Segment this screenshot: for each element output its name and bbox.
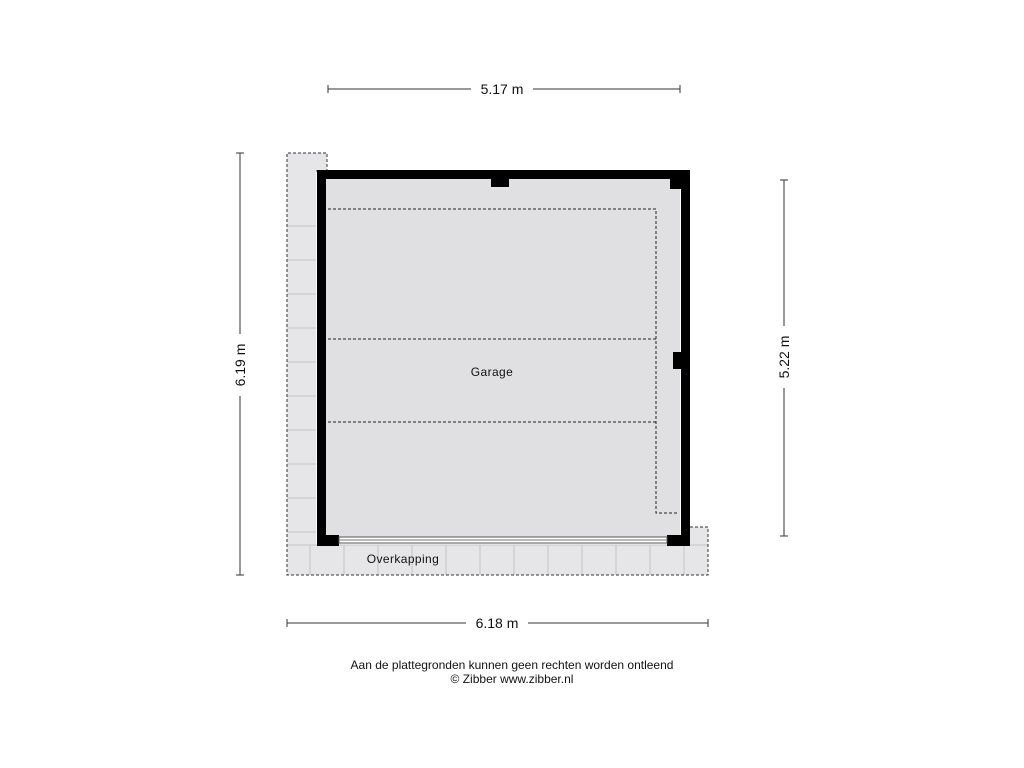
footer-disclaimer: Aan de plattegronden kunnen geen rechten worden ontleend bbox=[350, 658, 674, 672]
room-label-overkapping: Overkapping bbox=[366, 552, 440, 566]
dimension-left-label: 6.19 m bbox=[232, 343, 248, 387]
dimension-right-label: 5.22 m bbox=[776, 335, 792, 379]
dimension-top-label: 5.17 m bbox=[480, 81, 524, 97]
garage-door bbox=[339, 537, 667, 543]
dimension-bottom-label: 6.18 m bbox=[475, 615, 519, 631]
footer-copyright: © Zibber www.zibber.nl bbox=[450, 672, 574, 686]
footer bbox=[0, 658, 1024, 686]
garage-floor bbox=[326, 179, 680, 537]
room-label-garage: Garage bbox=[470, 365, 514, 379]
